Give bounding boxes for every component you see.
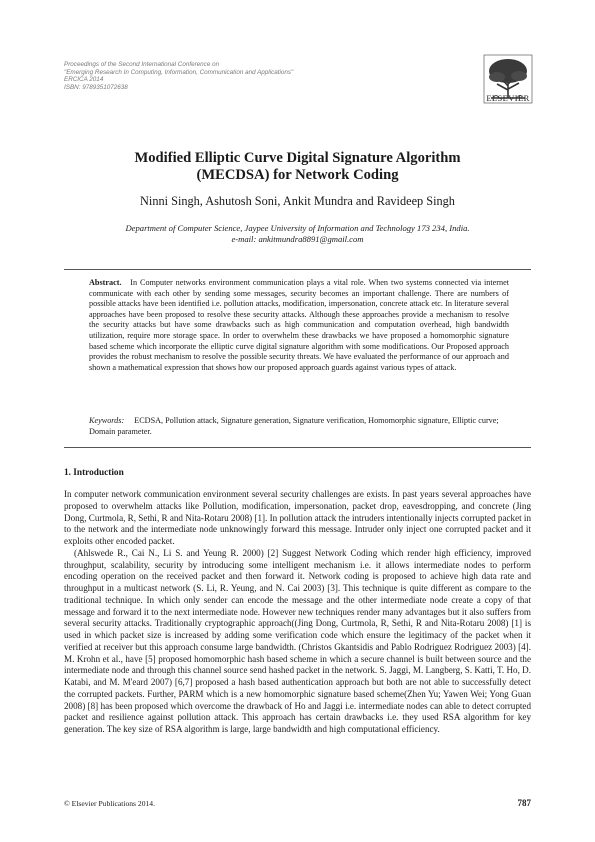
abstract (89, 278, 509, 373)
section-heading: 1. Introduction (64, 468, 124, 478)
paper-title (60, 150, 535, 184)
body-paragraph: In computer network communication environment several security challenges are exists. In past years several approaches have proposed to overwhelm attacks like Pollution, modification, impersonation, packet drop, eavesdropping, and concrete (Jing Dong, Curtmola, R, Sethi, R and Nita-Rotaru 2008) [1]. In pollution attack the intruders intentionally injects corrupted packet in to the network and the intermediate node unknowingly forward this message. Intruder only inject one corrupted packet and it exploits other encoded packet. (64, 489, 531, 546)
divider-top (64, 269, 531, 270)
proceedings-line: ERCICA 2014 (64, 76, 104, 84)
title-line: Modified Elliptic Curve Digital Signature Algorithm (134, 150, 461, 166)
keywords-text: ECDSA, Pollution attack, Signature generation, Signature verification, Homomorphic signature, Elliptic curve; Domain parameter. (89, 416, 499, 436)
keywords (89, 416, 509, 437)
page-number: 787 (517, 798, 531, 808)
abstract-text: In Computer networks environment communication plays a vital role. When two systems connected via internet communicate with each other by sending some messages, security becomes an important challenge. There are numbers of possible attacks have been identified i.e. pollution attacks, modification, impersonation, concrete attack etc. In literature several approaches have been proposed to resolve these security attacks. Although these approaches provide a mechanism to resolve the security attacks but have some drawbacks such as high communication and computation overhead, high bandwidth utilization, require more storage space. In order to overwhelm these drawbacks we have proposed a homomorphic signature based scheme which incorporate the elliptic curve digital signature algorithm with some modifications. Our Proposed approach provides the robust mechanism to resolve the possible security threats. We have evaluated the performance of our approach and shown a mathematical expression that shows how our proposed approach guards against various types of attack. (89, 278, 510, 372)
abstract-label: Abstract. (89, 278, 122, 287)
proceedings-line: "Emerging Research In Computing, Information, Communication and Applications" (64, 68, 294, 76)
footer-copyright: © Elsevier Publications 2014. (64, 799, 155, 808)
email-line: e-mail: ankitmundra8891@gmail.com (231, 234, 364, 244)
divider-bottom (64, 447, 531, 448)
proceedings-line: Proceedings of the Second International Conference on (64, 61, 220, 68)
proceedings-header (64, 61, 394, 91)
introduction-body (64, 489, 531, 736)
affiliation (60, 223, 535, 245)
publisher-name: ELSEVIER (486, 93, 530, 103)
author-list: Ninni Singh, Ashutosh Soni, Ankit Mundra and Ravideep Singh (140, 194, 455, 208)
affiliation-line: Department of Computer Science, Jaypee University of Information and Technology 173 234, India. (125, 223, 470, 233)
body-paragraph: (Ahlswede R., Cai N., Li S. and Yeung R. 2000) [2] Suggest Network Coding which render high efficiency, improved throughput, scalability, security by introducing some intelligent mechanism i.e. it allows intermediate nodes to perform encoding operation on the received packet and then forward it. Network coding is proposed to achieve high data rate and throughput in a multicast network (S. Li, R. Yeung, and N. Cai 2003) [3]. This technique is quite different as compare to the traditional technique. In which only sender can encode the message and the other intermediate node create a copy of that message and forward it to the next intermediate node. However new techniques render many advantages but it also suffers from several security attacks. Traditionally cryptographic approach((Jing Dong, Curtmola, R, Sethi, R and Nita-Rotaru 2008) [1] is used in which packet size is increased by adding some verification code which ensure the legitimacy of the packet when it verified at receiver but this approach consume large bandwidth. (Christos Gkantsidis and Pablo Rodriguez Rodriguez 2003) [4]. M. Krohn et al., have [5] proposed homomorphic hash based scheme in which a secure channel is built between source and the intermediate node and through this channel source send hashed packet in the network. S. Jaggi, M. Langberg, S. Katti, T. Ho, D. Katabi, and M. M'eard 2007) [6,7] proposed a hash based authentication approach but both are not able to successfully detect the corrupted packets. Further, PARM which is a new homomorphic signature based scheme(Zhen Yu; Yawen Wei; Yong Guan 2008) [8] has been proposed which overcome the drawback of Ho and Jaggi i.e. intermediate nodes can able to detect corrupted packet and resilience against pollution attack. This approach has certain drawbacks i.e. they used RSA algorithm for key generation. The key size of RSA algorithm is large, large bandwidth and high computational efficiency. (64, 547, 531, 734)
keywords-label: Keywords: (89, 416, 125, 425)
title-line: (MECDSA) for Network Coding (196, 167, 399, 183)
proceedings-line: ISBN: 9789351072638 (64, 83, 128, 91)
